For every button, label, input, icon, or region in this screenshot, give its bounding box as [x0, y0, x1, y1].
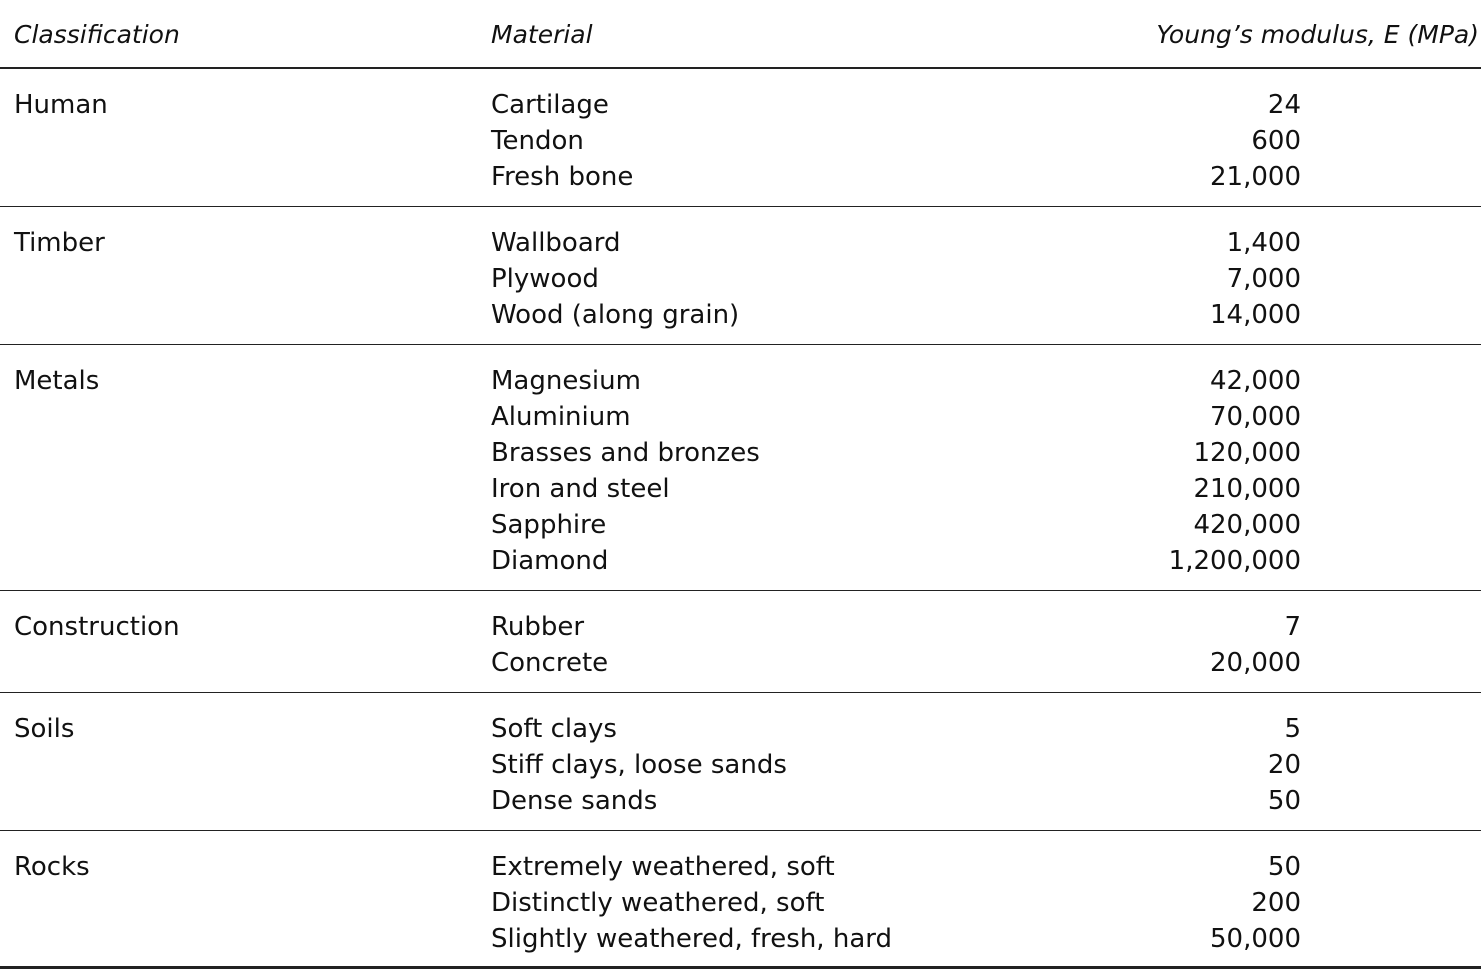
table-row	[0, 711, 1481, 747]
table-row	[0, 87, 1481, 123]
material-cell: Rubber	[491, 612, 585, 642]
material-cell: Extremely weathered, soft	[491, 852, 835, 882]
table-row	[0, 435, 1481, 471]
material-cell: Sapphire	[491, 510, 607, 540]
modulus-cell: 7,000	[1226, 264, 1301, 294]
modulus-cell: 420,000	[1193, 510, 1301, 540]
table-row	[0, 921, 1481, 957]
header-modulus: Young’s modulus, E (MPa)	[1156, 20, 1479, 49]
modulus-cell: 200	[1251, 888, 1301, 918]
modulus-cell: 50	[1267, 852, 1301, 882]
modulus-cell: 24	[1267, 90, 1301, 120]
table-group	[0, 693, 1481, 831]
modulus-cell: 1,400	[1226, 228, 1301, 258]
modulus-cell: 5	[1284, 714, 1301, 744]
header-material: Material	[491, 20, 593, 49]
table-group	[0, 831, 1481, 969]
table-row	[0, 159, 1481, 195]
material-cell: Wallboard	[491, 228, 621, 258]
table-row	[0, 123, 1481, 159]
material-cell: Distinctly weathered, soft	[491, 888, 825, 918]
classification-cell: Metals	[14, 366, 100, 396]
material-cell: Slightly weathered, fresh, hard	[491, 924, 892, 954]
table-row	[0, 297, 1481, 333]
table-group	[0, 69, 1481, 207]
table-row	[0, 363, 1481, 399]
table-row	[0, 225, 1481, 261]
modulus-cell: 42,000	[1210, 366, 1301, 396]
table-row	[0, 747, 1481, 783]
table-row	[0, 783, 1481, 819]
group-rows	[0, 609, 1481, 681]
modulus-cell: 50,000	[1210, 924, 1301, 954]
classification-cell: Human	[14, 90, 108, 120]
table-group	[0, 345, 1481, 591]
material-cell: Magnesium	[491, 366, 641, 396]
table-body	[0, 69, 1481, 969]
table-row	[0, 885, 1481, 921]
modulus-cell: 7	[1284, 612, 1301, 642]
group-rows	[0, 363, 1481, 579]
table-row	[0, 543, 1481, 579]
modulus-cell: 50	[1267, 786, 1301, 816]
modulus-cell: 20	[1267, 750, 1301, 780]
table-row	[0, 645, 1481, 681]
classification-cell: Construction	[14, 612, 180, 642]
group-rows	[0, 225, 1481, 333]
classification-cell: Soils	[14, 714, 75, 744]
table-row	[0, 471, 1481, 507]
modulus-cell: 600	[1251, 126, 1301, 156]
modulus-cell: 20,000	[1210, 648, 1301, 678]
table-row	[0, 261, 1481, 297]
table-row	[0, 609, 1481, 645]
material-cell: Iron and steel	[491, 474, 670, 504]
header-classification: Classification	[14, 20, 180, 49]
material-cell: Cartilage	[491, 90, 609, 120]
table-group	[0, 591, 1481, 693]
group-rows	[0, 849, 1481, 957]
material-cell: Concrete	[491, 648, 609, 678]
material-cell: Diamond	[491, 546, 609, 576]
classification-cell: Rocks	[14, 852, 90, 882]
material-cell: Dense sands	[491, 786, 658, 816]
group-rows	[0, 711, 1481, 819]
table-row	[0, 507, 1481, 543]
material-cell: Aluminium	[491, 402, 631, 432]
group-rows	[0, 87, 1481, 195]
material-cell: Brasses and bronzes	[491, 438, 760, 468]
table-row	[0, 399, 1481, 435]
material-cell: Wood (along grain)	[491, 300, 740, 330]
table-group	[0, 207, 1481, 345]
material-cell: Tendon	[491, 126, 584, 156]
material-cell: Plywood	[491, 264, 599, 294]
modulus-cell: 14,000	[1210, 300, 1301, 330]
table-row	[0, 849, 1481, 885]
modulus-cell: 120,000	[1193, 438, 1301, 468]
classification-cell: Timber	[14, 228, 105, 258]
modulus-cell: 70,000	[1210, 402, 1301, 432]
table-header	[0, 0, 1481, 69]
material-cell: Fresh bone	[491, 162, 634, 192]
modulus-cell: 1,200,000	[1168, 546, 1301, 576]
modulus-cell: 210,000	[1193, 474, 1301, 504]
modulus-cell: 21,000	[1210, 162, 1301, 192]
material-cell: Soft clays	[491, 714, 617, 744]
material-cell: Stiff clays, loose sands	[491, 750, 787, 780]
